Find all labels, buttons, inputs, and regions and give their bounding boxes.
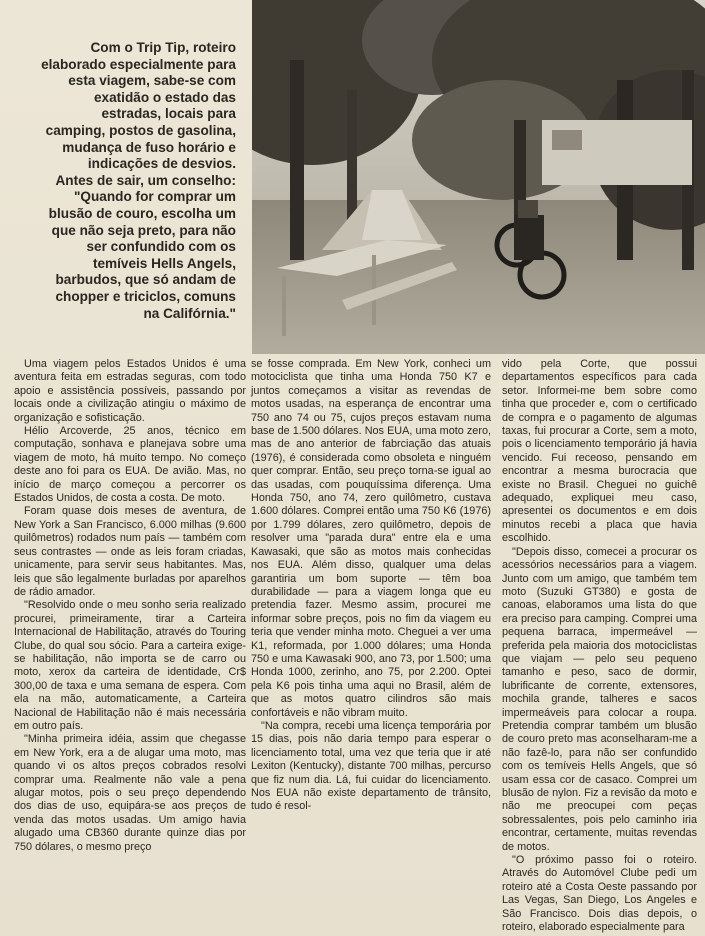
body-paragraph: Uma viagem pelos Estados Unidos é uma aventura feita em estradas seguras, com todo apoio e assistência possíveis, passando por locais onde a civilização atingiu o máximo de organização e sofisticação. <box>14 358 246 424</box>
pull-quote <box>40 40 236 322</box>
pull-quote-paragraph: Antes de sair, um conselho: "Quando for comprar um blusão de couro, escolha um que não seja preto, para não ser confundido com os temíveis Hells Angels, barbudos, que só andam de chopper e triciclos, comuns na Califórnia." <box>48 172 236 321</box>
body-paragraph: Hélio Arcoverde, 25 anos, técnico em computação, sonhava e planejava sobre uma viagem de moto, há muito tempo. No começo deste ano foi para os EUA. De avião. Mas, no início de março começou a percorrer os Estados Unidos, de costa a costa. De moto. <box>14 425 246 505</box>
body-paragraph: "Resolvido onde o meu sonho seria realizado procurei, primeiramente, tirar a Carteira Internacional de Habilitação, através do Touring Clube, do qual sou sócio. Para a carteira exige-se habilitação, não importa se de carro ou moto, xerox da carteira de identidade, Cr$ 300,00 de taxa e uma semana de espera. Com ela na mão, automaticamente, a Carteira Nacional de Habilitação não é mais necessária em outro país. <box>14 599 246 732</box>
body-column-2 <box>251 358 491 814</box>
body-paragraph: "O próximo passo foi o roteiro. Através do Automóvel Clube pedi um roteiro até a Costa Oeste passando por Las Vegas, San Diego, Los Angeles e São Francisco. Dois dias depois, o roteiro, elaborado especialmente para <box>502 854 697 934</box>
body-column-3 <box>502 358 697 934</box>
pull-quote-paragraph: Com o Trip Tip, roteiro elaborado especialmente para esta viagem, sabe-se com exatidão o estado das estradas, locais para camping, postos de gasolina, mudança de fuso horário e indicações de desvios. <box>41 40 236 172</box>
campsite-photo <box>252 0 705 354</box>
body-column-1 <box>14 358 246 854</box>
body-paragraph: vido pela Corte, que possui departamentos específicos para cada setor. Informei-me bem sobre como tinha que proceder e, com o certificado de compra e o pagamento de algumas taxas, fui procurar a Corte, sem a moto, pois o licenciamento temporário já havia vencido. Fui receoso, pensando em encontrar a mesma burocracia que existe no Brasil. Cheguei no guichê adequado, expliquei meu caso, apresentei os documentos e em dois minutos recebi a placa que havia escolhido. <box>502 358 697 545</box>
body-paragraph: "Na compra, recebi uma licença temporária por 15 dias, pois não daria tempo para esperar o licenciamento total, uma vez que teria que ir até Lexiton (Kentucky), distante 700 milhas, percurso que fiz num dia. Lá, fui cuidar do licenciamento. Nos EUA não existe departamento de trânsito, tudo é resol- <box>251 719 491 813</box>
body-paragraph: Foram quase dois meses de aventura, de New York a San Francisco, 6.000 milhas (9.600 quilômetros) rodados num país — também com seus contrastes — onde as leis foram criadas, unicamente, para servir seus habitantes. Mas, leis que são legalmente burladas por aparelhos de rádio amador. <box>14 505 246 598</box>
body-paragraph: "Minha primeira idéia, assim que chegasse em New York, era a de alugar uma moto, mas quando vi os altos preços cobrados resolvi comprar uma. Realmente não vale a pena alugar motos, pois o seu preço dependendo dos dias de uso, equipára-se aos preços de venda das motos usadas. Um amigo havia alugado uma CB360 durante quinze dias por 750 dólares, o mesmo preço <box>14 733 246 853</box>
body-paragraph: "Depois disso, comecei a procurar os acessórios necessários para a viagem. Junto com um amigo, que também tem moto (Suzuki GT380) e gosta de canoas, elaboramos uma lista do que era preciso para camping. Comprei uma pequena barraca, impermeável — preferida pela maioria dos motociclistas que viajam — pelo seu pequeno tamanho e peso, saco de dormir, lubrificante de corrente, extensores, mochila grande, talheres e sacos impermeáveis para colocar a roupa. Pretendia comprar também um blusão de couro preto mas aconselharam-me a não fazê-lo, para não ser confundido com os temíveis Hells Angels, que só usam essa cor de casaco. Comprei um blusão de nylon. Fiz a revisão da moto e não me preocupei com peças sobressalentes, pois pelo caminho iria encontrar, certamente, muitas revendas de motos. <box>502 545 697 853</box>
body-paragraph: se fosse comprada. Em New York, conheci um motociclista que tinha uma Honda 750 K7 e juntos começamos a visitar as revendas de motos usadas, na esperança de encontrar uma 750 ano 74 ou 75, cujos preços estavam numa base de 1.500 dólares. Nos EUA, uma moto zero, mas de ano anterior de fabrciação das atuais (1976), é considerada como obsoleta e ninguém quer comprar. Então, seu preço torna-se igual ao das usadas, com pouquíssima diferença. Uma Honda 750, ano 74, zero quilômetro, custava 1.600 dólares. Comprei então uma 750 K6 (1976) por 1.799 dólares, zero quilômetro, depois de resolver uma "parada dura" entre ela e uma Kawasaki, que são as motos mais conhecidas nos EUA. Além disso, qualquer uma delas garantiria um bom suporte — têm boa durabilidade — para a viagem longa que eu pretendia fazer. Mesmo assim, procurei me informar sobre preços, pois no fim da viagem eu teria que vender minha moto. Cheguei a ver uma K1, reformada, por 1.000 dólares; uma Honda 750 e uma Kawasaki 900, ano 73, por 1.500; uma Honda 1000, zerinho, ano 75, por 2.200. Optei pela K6 pois tinha uma aqui no Brasil, além de que as motos quatro cilindros são mais confortáveis e não vibram muito. <box>251 358 491 719</box>
